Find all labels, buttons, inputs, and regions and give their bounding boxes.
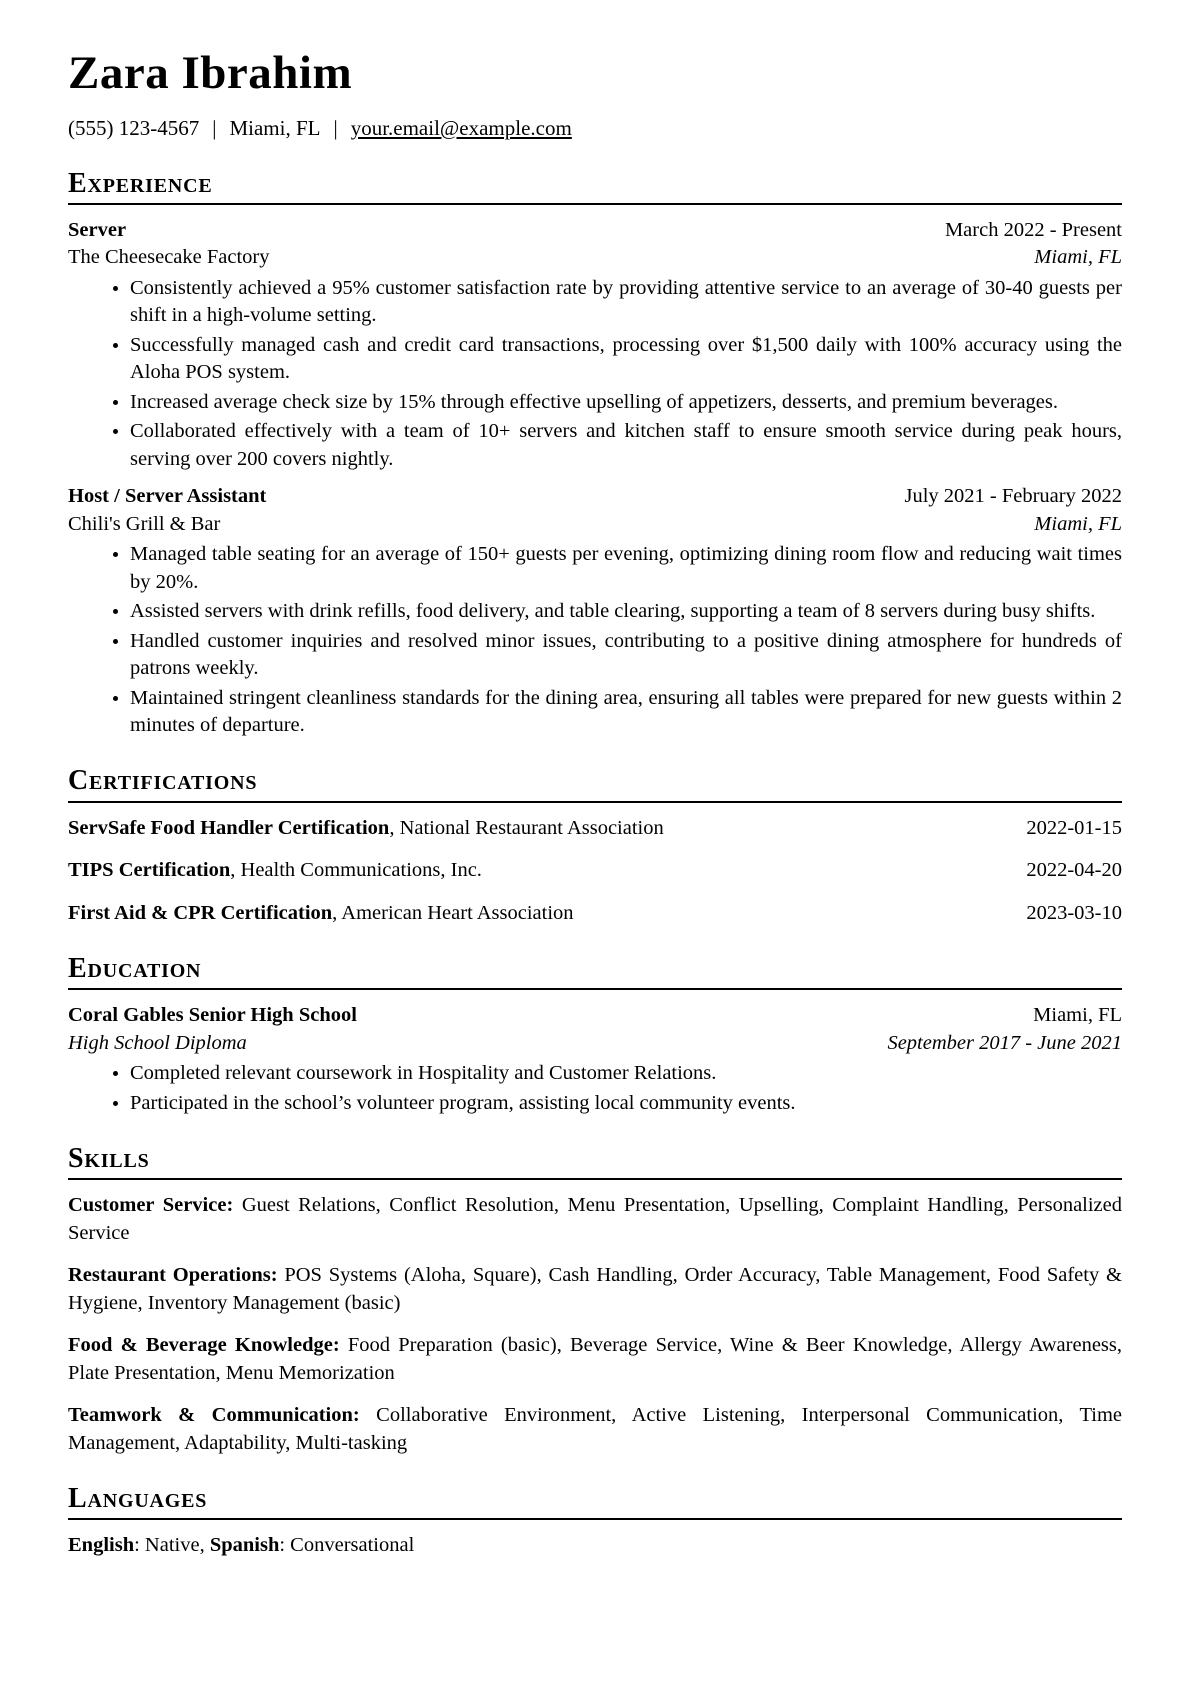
job-company-row: [68, 244, 1122, 271]
degree-name: High School Diploma: [68, 1031, 247, 1054]
school-title-row: [68, 1002, 1122, 1029]
skill-values: Guest Relations, Conflict Resolution, Menu Presentation, Upselling, Complaint Handling, Personalized Service: [68, 1194, 1123, 1244]
education-bullet-list: [68, 1060, 1122, 1117]
job-entry: [68, 217, 1122, 473]
job-title-row: [68, 217, 1122, 244]
skill-line: [68, 1402, 1122, 1457]
section-certifications: [68, 765, 1122, 927]
phone-number: (555) 123-4567: [68, 115, 200, 140]
skill-values: Collaborative Environment, Active Listening, Interpersonal Communication, Time Management, Adaptability, Multi-tasking: [68, 1404, 1122, 1454]
job-bullet-list: [68, 275, 1122, 473]
separator-pipe: |: [212, 115, 217, 140]
certification-entry: [68, 815, 1122, 842]
section-experience: [68, 168, 1122, 740]
job-location: Miami, FL: [1034, 246, 1122, 269]
certification-date: 2022-04-20: [1026, 859, 1122, 882]
language-name: English: [68, 1534, 135, 1557]
certification-text: [68, 815, 664, 842]
section-education: [68, 953, 1122, 1117]
bullet-item: • Assisted servers with drink refills, food delivery, and table clearing, supporting a team of 8 servers during busy shifts.: [130, 598, 1122, 625]
skill-category-label: Customer Service:: [68, 1194, 234, 1217]
school-dates: September 2017 - June 2021: [887, 1031, 1122, 1054]
skill-line: [68, 1192, 1122, 1247]
certification-text: [68, 900, 574, 927]
certification-name: TIPS Certification: [68, 859, 231, 882]
bullet-item: • Completed relevant coursework in Hospitality and Customer Relations.: [130, 1060, 1122, 1087]
job-company-row: [68, 511, 1122, 538]
job-title: Host / Server Assistant: [68, 485, 267, 508]
skill-values: Food Preparation (basic), Beverage Service, Wine & Beer Knowledge, Allergy Awareness, Plate Presentation, Menu Memorization: [68, 1334, 1122, 1384]
bullet-item: • Consistently achieved a 95% customer satisfaction rate by providing attentive service to an average of 30-40 guests per shift in a high-volume setting.: [130, 275, 1122, 330]
languages-line: [68, 1532, 1122, 1559]
school-location: Miami, FL: [1033, 1004, 1122, 1027]
section-title-skills: Skills: [68, 1143, 1122, 1180]
language-level: : Conversational: [279, 1534, 415, 1557]
resume-header: [68, 48, 1122, 142]
section-title-education: Education: [68, 953, 1122, 990]
bullet-item: • Handled customer inquiries and resolved minor issues, contributing to a positive dining atmosphere for hundreds of patrons weekly.: [130, 628, 1122, 683]
certification-issuer: , National Restaurant Association: [389, 816, 664, 839]
certification-date: 2023-03-10: [1026, 901, 1122, 924]
language-name: Spanish: [209, 1534, 280, 1557]
section-title-certifications: Certifications: [68, 765, 1122, 802]
certification-text: [68, 857, 482, 884]
certification-issuer: , Health Communications, Inc.: [230, 859, 482, 882]
skill-category-label: Teamwork & Communication:: [68, 1404, 360, 1427]
skill-values: POS Systems (Aloha, Square), Cash Handling, Order Accuracy, Table Management, Food Safety & Hygiene, Inventory Management (basic): [68, 1264, 1122, 1314]
school-name: Coral Gables Senior High School: [68, 1004, 357, 1027]
email-link[interactable]: your.email@example.com: [350, 115, 572, 140]
language-level: : Native,: [134, 1534, 210, 1557]
job-dates: March 2022 - Present: [944, 219, 1122, 241]
job-company: The Cheesecake Factory: [68, 246, 270, 269]
section-title-languages: Languages: [68, 1483, 1122, 1520]
certification-entry: [68, 900, 1122, 927]
bullet-item: • Maintained stringent cleanliness standards for the dining area, ensuring all tables were prepared for new guests within 2 minutes of departure.: [130, 685, 1122, 740]
job-title-row: [68, 483, 1122, 510]
contact-line: [68, 114, 1122, 142]
certification-entry: [68, 857, 1122, 884]
skill-category-label: Food & Beverage Knowledge:: [68, 1334, 340, 1357]
bullet-item: • Managed table seating for an average of 150+ guests per evening, optimizing dining room flow and reducing wait times by 20%.: [130, 541, 1122, 596]
section-skills: [68, 1143, 1122, 1457]
job-company: Chili's Grill & Bar: [68, 512, 221, 535]
bullet-item: • Successfully managed cash and credit card transactions, processing over $1,500 daily with 100% accuracy using the Aloha POS system.: [130, 332, 1122, 387]
location-text: Miami, FL: [229, 115, 321, 140]
job-entry: [68, 483, 1122, 739]
job-title: Server: [68, 219, 127, 241]
skill-category-label: Restaurant Operations:: [68, 1264, 278, 1287]
separator-pipe: |: [333, 115, 338, 140]
school-degree-row: [68, 1030, 1122, 1057]
certification-date: 2022-01-15: [1026, 816, 1122, 839]
section-title-experience: Experience: [68, 168, 1122, 205]
certification-issuer: , American Heart Association: [332, 901, 574, 924]
skill-line: [68, 1332, 1122, 1387]
job-dates: July 2021 - February 2022: [904, 485, 1122, 508]
bullet-item: • Collaborated effectively with a team of 10+ servers and kitchen staff to ensure smooth service during peak hours, serving over 200 covers nightly.: [130, 418, 1122, 473]
bullet-item: • Participated in the school’s volunteer program, assisting local community events.: [130, 1090, 1122, 1117]
job-bullet-list: [68, 541, 1122, 739]
job-location: Miami, FL: [1034, 512, 1122, 535]
education-entry: [68, 1002, 1122, 1117]
section-languages: [68, 1483, 1122, 1560]
skill-line: [68, 1262, 1122, 1317]
certification-name: ServSafe Food Handler Certification: [68, 816, 390, 839]
person-name: Zara Ibrahim: [68, 47, 353, 99]
bullet-item: • Increased average check size by 15% through effective upselling of appetizers, desserts, and premium beverages.: [130, 389, 1122, 416]
certification-name: First Aid & CPR Certification: [68, 901, 333, 924]
